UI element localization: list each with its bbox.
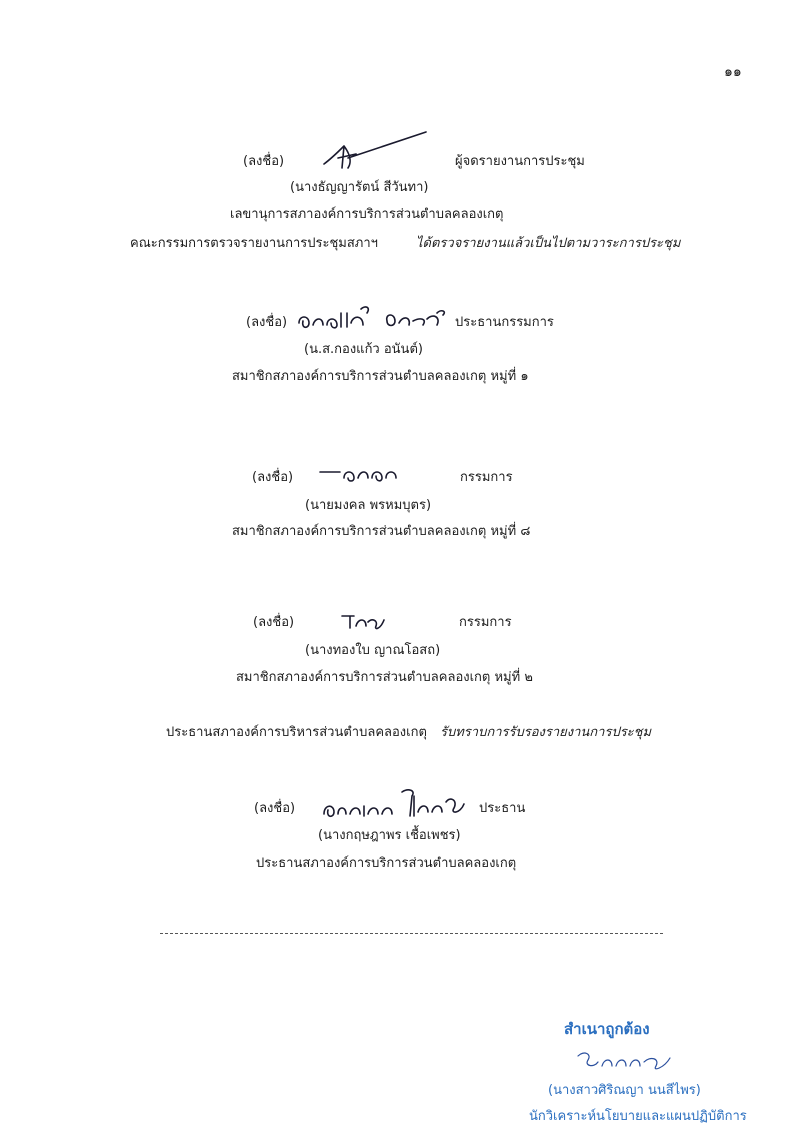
signatory-1-role: ประธานกรรมการ (455, 315, 554, 330)
reporter-sign-label: (ลงชื่อ) (243, 154, 285, 169)
chair-note-prefix: ประธานสภาองค์การบริหารส่วนตำบลคลองเกตุ (166, 725, 427, 740)
reporter-position: เลขานุการสภาองค์การบริการส่วนตำบลคลองเกตุ (230, 207, 504, 222)
chair-role: ประธาน (479, 801, 526, 816)
signatory-2-position: สมาชิกสภาองค์การบริการส่วนตำบลคลองเกตุ หมู่ที่ ๘ (232, 524, 531, 539)
certification-position: นักวิเคราะห์นโยบายและแผนปฏิบัติการ (529, 1109, 747, 1124)
signatory-1-signature (295, 303, 455, 333)
signatory-2-signature (318, 462, 398, 488)
signatory-1-sign-label: (ลงชื่อ) (246, 315, 288, 330)
dashed-divider (160, 933, 663, 934)
chair-note-statement: รับทราบการรับรองรายงานการประชุม (440, 725, 652, 740)
signatory-2-role: กรรมการ (460, 470, 513, 485)
page-number: ๑๑ (724, 64, 742, 80)
signatory-3-position: สมาชิกสภาองค์การบริการส่วนตำบลคลองเกตุ หมู่ที่ ๒ (236, 670, 533, 685)
certification-title: สำเนาถูกต้อง (564, 1020, 650, 1038)
reporter-role: ผู้จดรายงานการประชุม (455, 154, 585, 169)
signatory-1-name: (น.ส.กองแก้ว อนันต์) (304, 342, 423, 357)
signatory-3-name: (นางทองใบ ญาณโอสถ) (305, 643, 441, 658)
signatory-3-signature (340, 608, 388, 632)
certification-signature (574, 1048, 674, 1076)
signatory-1-position: สมาชิกสภาองค์การบริการส่วนตำบลคลองเกตุ หมู่ที่ ๑ (232, 369, 529, 384)
reporter-name: (นางธัญญารัตน์ สีวันทา) (290, 180, 429, 195)
signatory-2-sign-label: (ลงชื่อ) (252, 470, 294, 485)
signatory-2-name: (นายมงคล พรหมบุตร) (305, 498, 432, 513)
signatory-3-sign-label: (ลงชื่อ) (253, 615, 295, 630)
chair-sign-label: (ลงชื่อ) (254, 801, 296, 816)
reporter-signature (318, 128, 430, 178)
committee-note-statement: ได้ตรวจรายงานแล้วเป็นไปตามวาระการประชุม (416, 236, 681, 251)
chair-signature (318, 786, 468, 826)
signatory-3-role: กรรมการ (459, 615, 512, 630)
chair-name: (นางกฤษฎาพร เชื้อเพชร) (318, 828, 461, 843)
certification-name: (นางสาวศิริณญา นนสีไพร) (548, 1083, 701, 1098)
committee-note-prefix: คณะกรรมการตรวจรายงานการประชุมสภาฯ (130, 236, 378, 251)
chair-position: ประธานสภาองค์การบริการส่วนตำบลคลองเกตุ (256, 856, 517, 871)
